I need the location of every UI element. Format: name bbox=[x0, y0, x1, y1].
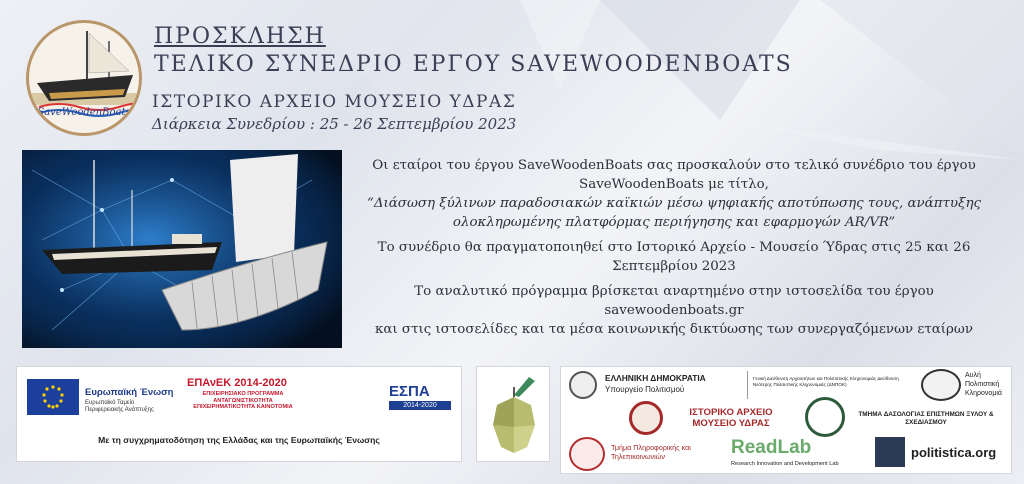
espa-logo bbox=[389, 377, 453, 417]
program-line-2: και στις ιστοσελίδες και τα μέσα κοινωνικής δικτύωσης των συνεργαζόμενων εταίρων bbox=[375, 322, 973, 337]
university-emblem-icon bbox=[569, 437, 605, 471]
readlab-subtitle: Research Innovation and Development Lab bbox=[731, 461, 839, 467]
ministry-of-culture: Υπουργείο Πολιτισμού bbox=[605, 385, 685, 394]
politistica-icon bbox=[875, 437, 905, 467]
forestry-emblem-icon bbox=[805, 397, 845, 437]
partner-logos bbox=[560, 366, 1012, 474]
espa-label: ΕΣΠΑ bbox=[389, 383, 430, 400]
location-line-1: Το συνέδριο θα πραγματοποιηθεί στο Ιστορικό Αρχείο - Μουσείο Ύδρας στις 25 και 26 bbox=[377, 240, 971, 255]
boat-network-image bbox=[22, 150, 342, 348]
hydra-archive-label: ΙΣΤΟΡΙΚΟ ΑΡΧΕΙΟ ΜΟΥΣΕΙΟ ΥΔΡΑΣ bbox=[689, 407, 773, 429]
location-line-2: Σεπτεμβρίου 2023 bbox=[612, 259, 736, 274]
espa-years: 2014-2020 bbox=[389, 401, 451, 410]
hellenic-republic: ΕΛΛΗΝΙΚΗ ΔΗΜΟΚΡΑΤΙΑ bbox=[605, 373, 706, 383]
epanek-subtitle: ΕΠΙΧΕΙΡΗΣΙΑΚΟ ΠΡΟΓΡΑΜΜΑ ΑΝΤΑΓΩΝΙΣΤΙΚΟΤΗΤΑ ΕΠΙΧΕΙΡΗΜΑΤΙΚΟΤΗΤΑ ΚΑΙΝΟΤΟΜΙΑ bbox=[193, 391, 293, 410]
intro-line-2: SaveWoodenBoats με τίτλο, bbox=[579, 177, 769, 192]
venue-title: ΙΣΤΟΡΙΚΟ ΑΡΧΕΙΟ ΜΟΥΣΕΙΟ ΥΔΡΑΣ bbox=[152, 92, 517, 112]
project-title-line-1: “Διάσωση ξύλινων παραδοσιακών καϊκιών μέσω ψηφιακής αποτύπωσης τους, ανάπτυξης bbox=[367, 196, 981, 211]
conference-dates: Διάρκεια Συνεδρίου : 25 - 26 Σεπτεμβρίου 2023 bbox=[152, 115, 517, 133]
eu-flag-icon bbox=[27, 379, 79, 415]
invitation-body bbox=[356, 156, 992, 345]
wooden-boats-illustration bbox=[22, 150, 342, 348]
cofunding-statement: Με τη συγχρηματοδότηση της Ελλάδας και της Ευρωπαϊκής Ένωσης bbox=[98, 435, 380, 445]
intro-paragraph bbox=[356, 156, 992, 232]
funding-logos bbox=[16, 366, 462, 462]
apple-icon bbox=[477, 367, 551, 463]
program-paragraph bbox=[356, 282, 992, 339]
location-paragraph bbox=[356, 238, 992, 276]
apple-logo bbox=[476, 366, 550, 462]
eu-subtitle: Ευρωπαϊκό Ταμείο Περιφερειακής Ανάπτυξης bbox=[85, 400, 154, 413]
intro-line-1: Οι εταίροι του έργου SaveWoodenBoats σας προσκαλούν στο τελικό συνέδριο του έργου bbox=[372, 158, 976, 173]
forestry-dept-label: ΤΜΗΜΑ ΔΑΣΟΛΟΓΙΑΣ ΕΠΙΣΤΗΜΩΝ ΞΥΛΟΥ & ΣΧΕΔΙΑΣΜΟΥ bbox=[858, 411, 994, 426]
project-title-line-2: ολοκληρωμένης πλατφόρμας περιήγησης και εφαρμογών AR/VR” bbox=[452, 215, 896, 230]
greek-emblem-icon bbox=[569, 371, 597, 399]
savewoodenboats-logo bbox=[26, 20, 142, 136]
aulh-label: Αυλή Πολιτιστική Κληρονομιά bbox=[965, 372, 1002, 397]
readlab-logo: ReadLab bbox=[731, 437, 812, 458]
informatics-dept-label: Τμήμα Πληροφορικής και Τηλεπικοινωνιών bbox=[611, 443, 691, 461]
eu-title: Ευρωπαϊκή Ένωση bbox=[85, 387, 174, 398]
program-line-1: Το αναλυτικό πρόγραμμα βρίσκεται αναρτημένο στην ιστοσελίδα του έργου savewoodenboats.gr bbox=[414, 284, 934, 318]
invitation-heading: ΠΡΟΣΚΛΗΣΗ bbox=[154, 24, 326, 49]
epanek-title: ΕΠΑνΕΚ 2014-2020 bbox=[187, 377, 287, 389]
logo-wordmark: SaveWoodenBoats bbox=[37, 107, 131, 118]
directorate-text: Γενική Διεύθυνση Αρχαιοτήτων και Πολιτιστικής Κληρονομιάς Διεύθυνση Νεότερης Πολιτιστικής Κληρονομιάς (ΔΝΠΟΚ) bbox=[753, 376, 899, 387]
divider bbox=[747, 371, 748, 399]
hydra-archive-emblem-icon bbox=[629, 401, 663, 435]
aulh-emblem-icon bbox=[921, 369, 961, 401]
politistica-link: politistica.org bbox=[911, 445, 997, 460]
conference-title: ΤΕΛΙΚΟ ΣΥΝΕΔΡΙΟ ΕΡΓΟΥ SAVEWOODENBOATS bbox=[154, 52, 793, 77]
